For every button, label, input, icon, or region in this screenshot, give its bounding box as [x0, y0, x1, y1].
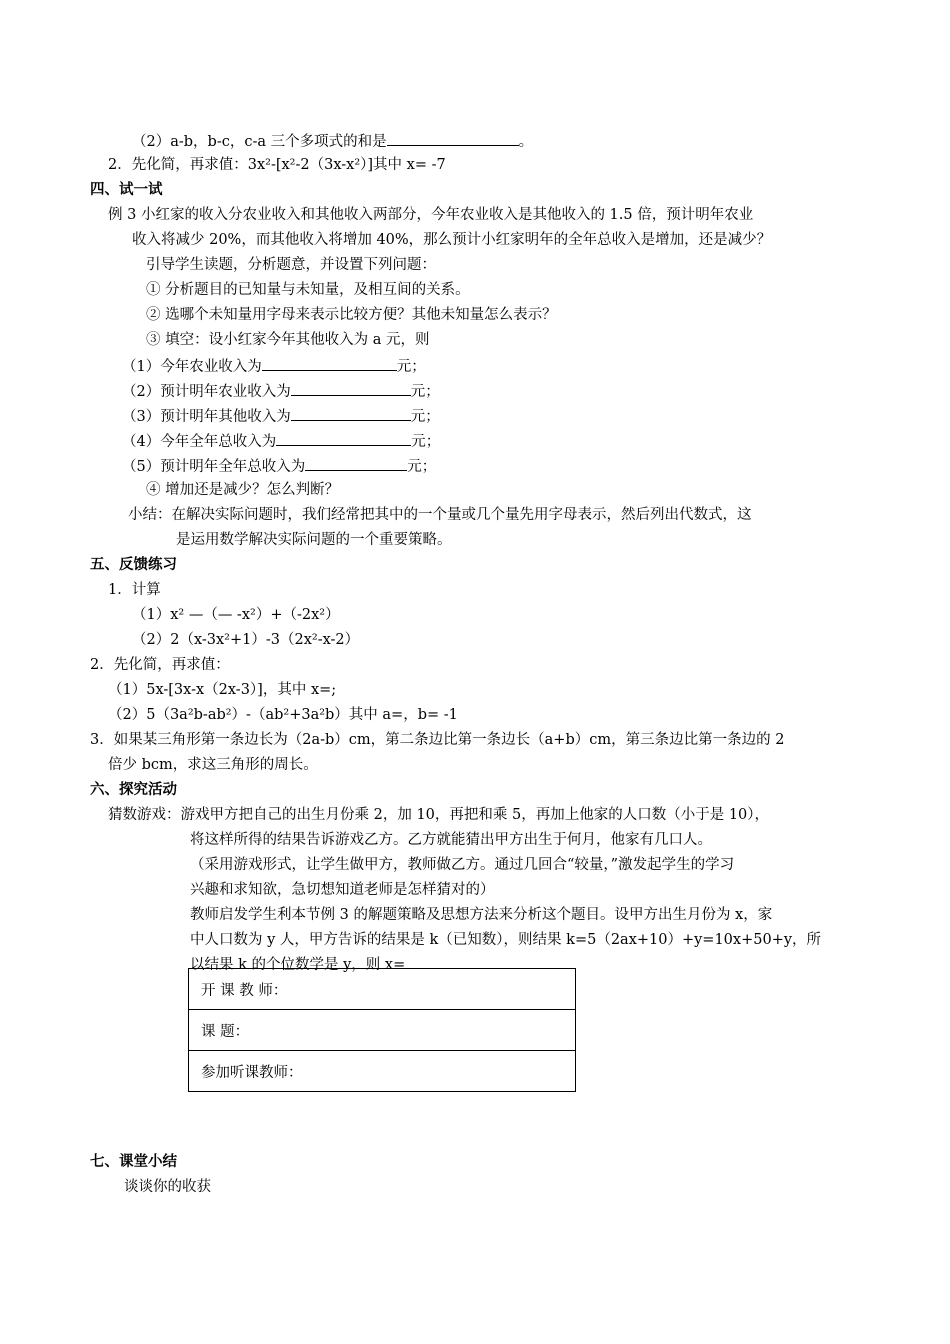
section-heading-4: 四、试一试 [90, 182, 163, 198]
section-heading-5: 五、反馈练习 [90, 557, 177, 573]
game-text-4: 兴趣和求知欲，急切想知道老师是怎样猜对的） [190, 882, 495, 898]
practice-2: 2．先化简，再求值： [90, 657, 230, 673]
summary-text-1: 小结：在解决实际问题时，我们经常把其中的一个量或几个量先用字母表示，然后列出代数式，这 [128, 507, 752, 523]
exercise-line-sum: （2）a-b，b-c，c-a 三个多项式的和是 。 [132, 130, 533, 152]
answer-blank[interactable] [262, 355, 397, 371]
answer-blank[interactable] [291, 405, 411, 421]
game-text-7: 以结果 k 的个位数学是 y，则 x= [190, 957, 406, 973]
practice-1b: （2）2（x-3x²+1）-3（2x²-x-2） [132, 632, 360, 648]
answer-blank[interactable] [305, 455, 407, 471]
teacher-cell: 开 课 教 师： [189, 969, 576, 1010]
game-text-3: （采用游戏形式，让学生做甲方，教师做乙方。通过几回合“较量，”激发起学生的学习 [190, 857, 735, 873]
answer-blank[interactable] [291, 380, 411, 396]
table-row [189, 1010, 576, 1051]
exercise-line-simplify: 2．先化简，再求值：3x²-[x²-2（3x-x²）]其中 x= -7 [108, 157, 446, 173]
game-text-5: 教师启发学生利本节例 3 的解题策略及思想方法来分析这个题目。设甲方出生月份为 x，家 [190, 907, 773, 923]
fill-item-4: （4）今年全年总收入为 元； [122, 430, 440, 452]
game-text-1: 猜数游戏：游戏甲方把自己的出生月份乘 2，加 10，再把和乘 5，再加上他家的人口数（小于是 10）， [108, 807, 770, 823]
topic-cell: 课 题： [189, 1010, 576, 1051]
question-4: ④ 增加还是减少？怎么判断？ [146, 482, 340, 498]
question-3: ③ 填空：设小红家今年其他收入为 a 元，则 [146, 332, 430, 348]
guide-text: 引导学生读题，分析题意，并设置下列问题： [146, 257, 436, 273]
practice-1a: （1）x² —（— -x²）+（-2x²） [132, 607, 340, 623]
answer-blank[interactable] [276, 430, 411, 446]
practice-3b: 倍少 bcm，求这三角形的周长。 [108, 757, 318, 773]
question-1: ① 分析题目的已知量与未知量，及相互间的关系。 [146, 282, 470, 298]
fill-item-1: （1）今年农业收入为 元； [122, 355, 426, 377]
example-text-2: 收入将减少 20%，而其他收入将增加 40%，那么预计小红家明年的全年总收入是增加，还是减少？ [132, 232, 772, 248]
table-row [189, 969, 576, 1010]
example-text-1: 例 3 小红家的收入分农业收入和其他收入两部分，今年农业收入是其他收入的 1.5 倍，预计明年农业 [108, 207, 754, 223]
practice-1: 1．计算 [108, 582, 161, 598]
listeners-cell: 参加听课教师： [189, 1051, 576, 1092]
fill-item-3: （3）预计明年其他收入为 元； [122, 405, 440, 427]
game-text-6: 中人口数为 y 人，甲方告诉的结果是 k（已知数），则结果 k=5（2ax+10）+y=10x+50+y，所 [190, 932, 822, 948]
section-heading-7: 七、课堂小结 [90, 1154, 177, 1170]
fill-item-5: （5）预计明年全年总收入为 元； [122, 455, 436, 477]
answer-blank[interactable] [387, 130, 519, 146]
question-2: ② 选哪个未知量用字母来表示比较方便？其他未知量怎么表示？ [146, 307, 557, 323]
practice-3a: 3．如果某三角形第一条边长为（2a-b）cm，第二条边比第一条边长（a+b）cm，第三条边比第一条边的 2 [90, 732, 785, 748]
section-heading-6: 六、探究活动 [90, 782, 177, 798]
game-text-2: 将这样所得的结果告诉游戏乙方。乙方就能猜出甲方出生于何月，他家有几口人。 [190, 832, 712, 848]
table-row [189, 1051, 576, 1092]
fill-item-2: （2）预计明年农业收入为 元； [122, 380, 440, 402]
lesson-info-table [188, 968, 576, 1092]
practice-2a: （1）5x-[3x-x（2x-3）]，其中 x=; [108, 682, 337, 698]
practice-2b: （2）5（3a²b-ab²）-（ab²+3a²b）其中 a=，b= -1 [108, 707, 458, 723]
summary-text-2: 是运用数学解决实际问题的一个重要策略。 [176, 532, 452, 548]
summary-prompt: 谈谈你的收获 [124, 1179, 211, 1195]
